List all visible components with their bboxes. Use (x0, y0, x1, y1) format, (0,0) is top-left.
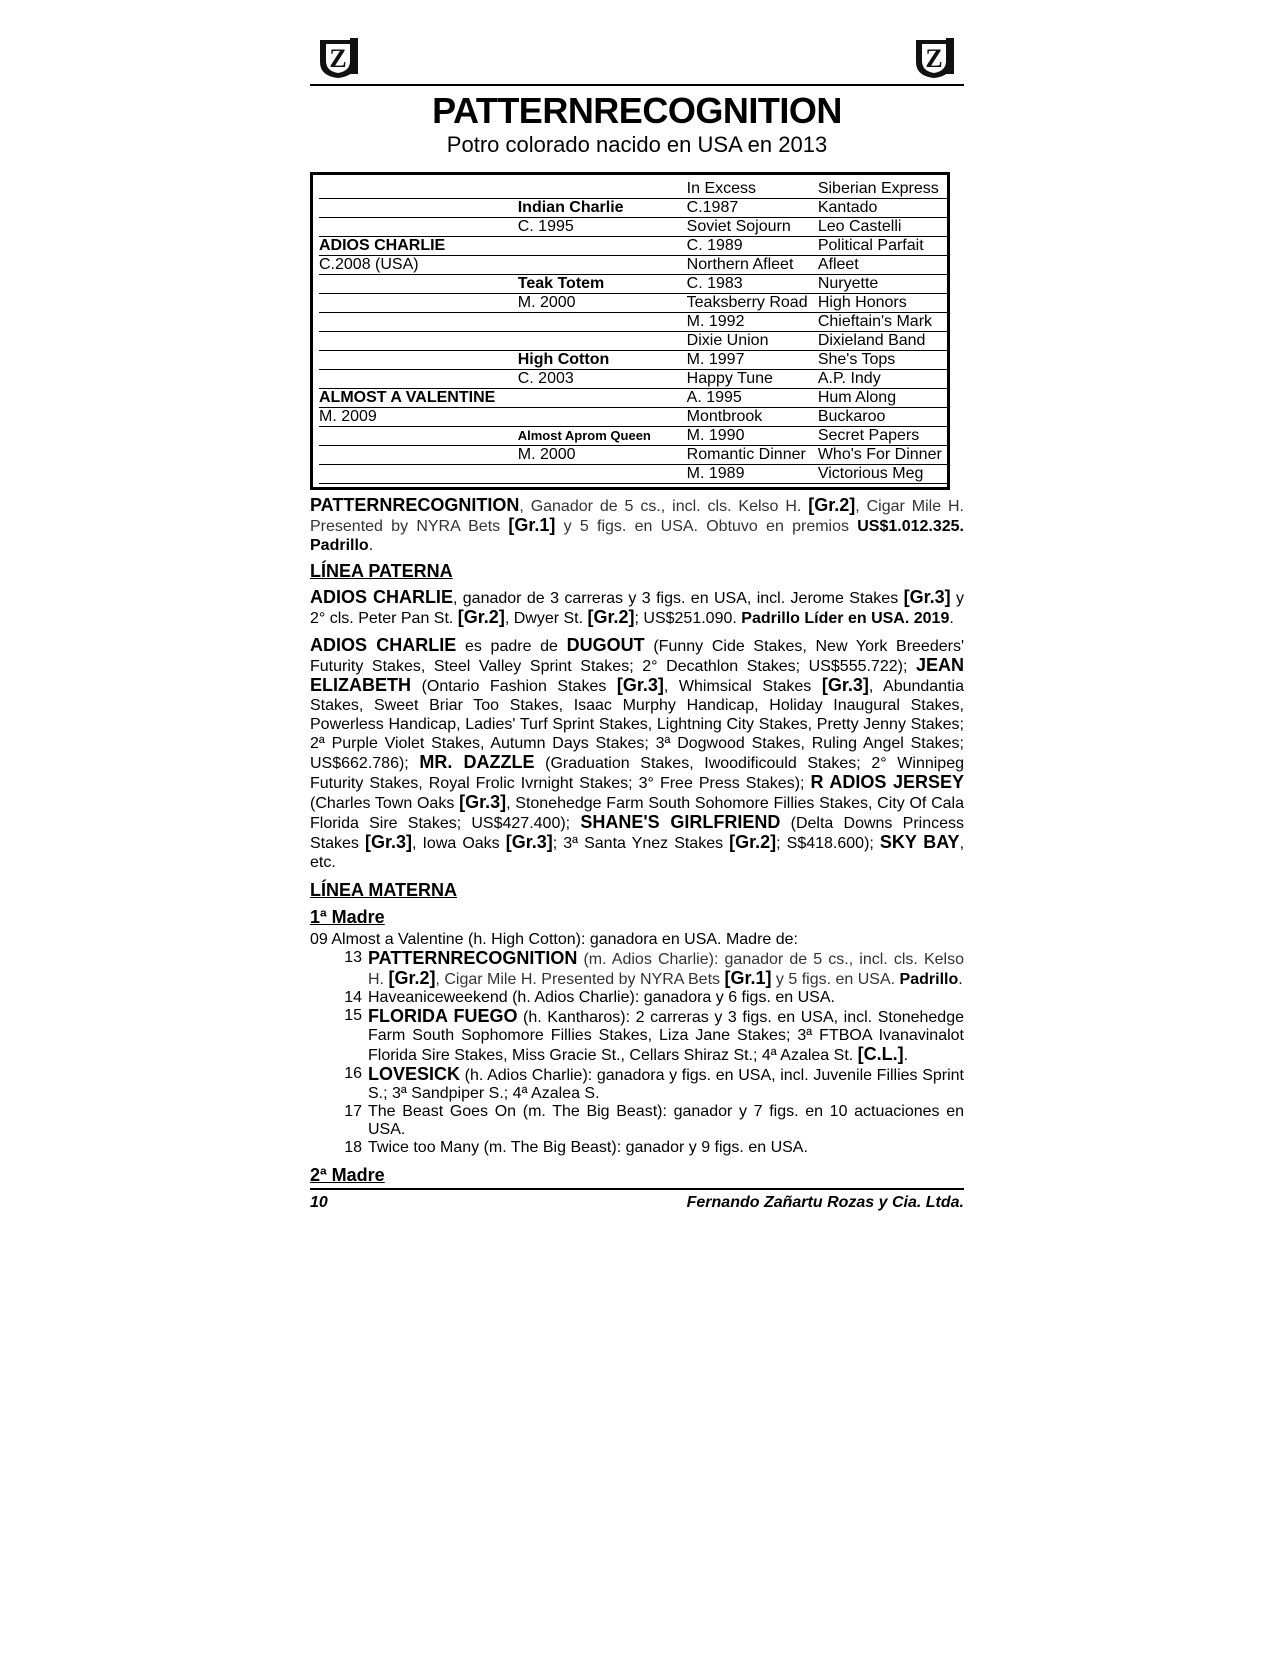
pedigree-row (319, 294, 947, 313)
page (310, 30, 964, 1212)
pedigree-cell: C. 1995 (518, 218, 687, 237)
pedigree-cell (518, 408, 687, 427)
svg-text:Z: Z (925, 44, 943, 73)
pedigree-cell: Hum Along (818, 389, 947, 408)
pedigree-row (319, 351, 947, 370)
pedigree-row (319, 313, 947, 332)
intro-paragraph: PATTERNRECOGNITION, Ganador de 5 cs., incl. cls. Kelso H. [Gr.2], Cigar Mile H. Presented by NYRA Bets [Gr.1] y 5 figs. en USA. Obtuvo en premios US$1.012.325. Padrillo. (310, 495, 964, 554)
pedigree-cell: Teaksberry Road (687, 294, 818, 313)
pedigree-cell: In Excess (687, 180, 818, 199)
list-item: 13 PATTERNRECOGNITION (m. Adios Charlie): ganador de 5 cs., incl. cls. Kelso H. [Gr.2], Cigar Mile H. Presented by NYRA Bets [Gr.1] y 5 figs. en USA. Padrillo. (344, 948, 964, 988)
pedigree-cell: Soviet Sojourn (687, 218, 818, 237)
madre2-heading: 2ª Madre (310, 1165, 385, 1185)
pedigree-row (319, 199, 947, 218)
pedigree-cell: Who's For Dinner (818, 446, 947, 465)
page-header (310, 30, 964, 86)
list-item: 15 FLORIDA FUEGO (h. Kantharos): 2 carreras y 3 figs. en USA, incl. Stonehedge Farm South Sophomore Fillies Stakes, Liza Jane Stakes; 3ª FTBOA Ivanavinalot Florida Sire Stakes, Miss Gracie St., Cellars Shiraz St.; 4ª Azalea St. [C.L.]. (344, 1006, 965, 1064)
pedigree-row (319, 408, 947, 427)
pedigree-cell: Almost Aprom Queen (518, 427, 687, 446)
pedigree-cell (319, 313, 518, 332)
pedigree-cell (518, 237, 687, 256)
pedigree-cell (518, 313, 687, 332)
pedigree-cell: Montbrook (687, 408, 818, 427)
page-title: PATTERNRECOGNITION (432, 90, 842, 131)
pedigree-cell: Political Parfait (818, 237, 947, 256)
pedigree-row (319, 218, 947, 237)
pedigree-cell: M. 1997 (687, 351, 818, 370)
pedigree-cell: Chieftain's Mark (818, 313, 947, 332)
section-heading-materna: LÍNEA MATERNA (310, 880, 457, 900)
pedigree-cell: Buckaroo (818, 408, 947, 427)
pedigree-cell: Romantic Dinner (687, 446, 818, 465)
pedigree-cell (518, 256, 687, 275)
footer-company: Fernando Zañartu Rozas y Cia. Ltda. (686, 1194, 964, 1211)
pedigree-cell: M. 1989 (687, 465, 818, 484)
pedigree-cell: Teak Totem (518, 275, 687, 294)
pedigree-cell: Kantado (818, 199, 947, 218)
pedigree-cell: A. 1995 (687, 389, 818, 408)
pedigree-row (319, 275, 947, 294)
pedigree-cell (319, 218, 518, 237)
pedigree-cell: M. 2000 (518, 446, 687, 465)
pedigree-cell (319, 427, 518, 446)
pedigree-cell: C.1987 (687, 199, 818, 218)
pedigree-row (319, 237, 947, 256)
pedigree-row (319, 446, 947, 465)
list-item: 18 Twice too Many (m. The Big Beast): ganador y 9 figs. en USA. (344, 1139, 808, 1156)
pedigree-cell (319, 180, 518, 199)
pedigree-cell (319, 332, 518, 351)
pedigree-cell: She's Tops (818, 351, 947, 370)
pedigree-cell: Secret Papers (818, 427, 947, 446)
pedigree-row (319, 427, 947, 446)
pedigree-row (319, 256, 947, 275)
list-item: 14 Haveaniceweekend (h. Adios Charlie): ganadora y 6 figs. en USA. (344, 989, 835, 1006)
pedigree-cell (518, 180, 687, 199)
pedigree-row (319, 370, 947, 389)
list-item: 16 LOVESICK (h. Adios Charlie): ganadora y figs. en USA, incl. Juvenile Fillies Sprint S.; 3ª Sandpiper S.; 4ª Azalea S. (344, 1064, 964, 1102)
pedigree-cell (319, 351, 518, 370)
paterna-paragraph-2: ADIOS CHARLIE es padre de DUGOUT (Funny Cide Stakes, New York Breeders' Futurity Stakes, Steel Valley Sprint Stakes; 2° Decathlon Stakes; US$555.722); JEAN ELIZABETH (Ontario Fashion Stakes [Gr.3], Whimsical Stakes [Gr.3], Abundantia Stakes, Sweet Briar Too Stakes, Isaac Murphy Handicap, Holiday Inaugural Stakes, Powerless Handicap, Ladies' Turf Sprint Stakes, Lightning City Stakes, Pretty Jenny Stakes; 2ª Purple Violet Stakes, Autumn Days Stakes; 3ª Dogwood Stakes, Ruling Angel Stakes; US$662.786); MR. DAZZLE (Graduation Stakes, Iwoodificould Stakes; 2° Winnipeg Futurity Stakes, Royal Frolic Ivrnight Stakes; 3° Free Press Stakes); R ADIOS JERSEY (Charles Town Oaks [Gr.3], Stonehedge Farm South Sohomore Fillies Stakes, City Of Cala Florida Sire Stakes; US$427.400); SHANE'S GIRLFRIEND (Delta Downs Princess Stakes [Gr.3], Iowa Oaks [Gr.3]; 3ª Santa Ynez Stakes [Gr.2]; S$418.600); SKY BAY, etc. (310, 635, 965, 871)
pedigree-table (310, 172, 950, 490)
pedigree-cell: Victorious Meg (818, 465, 947, 484)
pedigree-cell: A.P. Indy (818, 370, 947, 389)
zanartu-logo-icon (912, 34, 958, 80)
pedigree-cell: Leo Castelli (818, 218, 947, 237)
pedigree-cell (319, 446, 518, 465)
page-subtitle: Potro colorado nacido en USA en 2013 (446, 132, 828, 157)
pedigree-cell: Indian Charlie (518, 199, 687, 218)
pedigree-cell: C.2008 (USA) (319, 256, 518, 275)
pedigree-cell (319, 275, 518, 294)
pedigree-cell (518, 389, 687, 408)
pedigree-cell: C. 2003 (518, 370, 687, 389)
pedigree-cell (319, 294, 518, 313)
pedigree-row (319, 332, 947, 351)
svg-text:Z: Z (329, 44, 347, 73)
pedigree-cell: Northern Afleet (687, 256, 818, 275)
pedigree-cell: ADIOS CHARLIE (319, 237, 518, 256)
zanartu-logo-icon (316, 34, 362, 80)
list-item: 17 The Beast Goes On (m. The Big Beast): ganador y 7 figs. en 10 actuaciones en USA. (344, 1103, 964, 1138)
pedigree-cell: Nuryette (818, 275, 947, 294)
section-heading-paterna: LÍNEA PATERNA (310, 561, 453, 581)
pedigree-cell: Afleet (818, 256, 947, 275)
page-footer (310, 1188, 964, 1212)
pedigree-cell: ALMOST A VALENTINE (319, 389, 518, 408)
pedigree-cell: M. 1992 (687, 313, 818, 332)
page-number: 10 (310, 1194, 328, 1211)
pedigree-cell: Dixieland Band (818, 332, 947, 351)
pedigree-cell (518, 465, 687, 484)
pedigree-row (319, 465, 947, 484)
madre1-heading: 1ª Madre (310, 907, 385, 927)
pedigree-cell (319, 199, 518, 218)
pedigree-cell (319, 370, 518, 389)
pedigree-cell (319, 465, 518, 484)
pedigree-cell: C. 1989 (687, 237, 818, 256)
pedigree-cell: High Honors (818, 294, 947, 313)
pedigree-cell: C. 1983 (687, 275, 818, 294)
madre1-line: 09 Almost a Valentine (h. High Cotton): ganadora en USA. Madre de: (310, 931, 798, 948)
pedigree-cell: M. 2009 (319, 408, 518, 427)
pedigree-cell: M. 1990 (687, 427, 818, 446)
pedigree-row (319, 389, 947, 408)
pedigree-cell: Siberian Express (818, 180, 947, 199)
pedigree-cell: M. 2000 (518, 294, 687, 313)
pedigree-cell (518, 332, 687, 351)
pedigree-cell: Happy Tune (687, 370, 818, 389)
pedigree-cell: Dixie Union (687, 332, 818, 351)
pedigree-row (319, 180, 947, 199)
pedigree-cell: High Cotton (518, 351, 687, 370)
paterna-paragraph-1: ADIOS CHARLIE, ganador de 3 carreras y 3 figs. en USA, incl. Jerome Stakes [Gr.3] y 2° cls. Peter Pan St. [Gr.2], Dwyer St. [Gr.2]; US$251.090. Padrillo Líder en USA. 2019. (310, 587, 964, 627)
